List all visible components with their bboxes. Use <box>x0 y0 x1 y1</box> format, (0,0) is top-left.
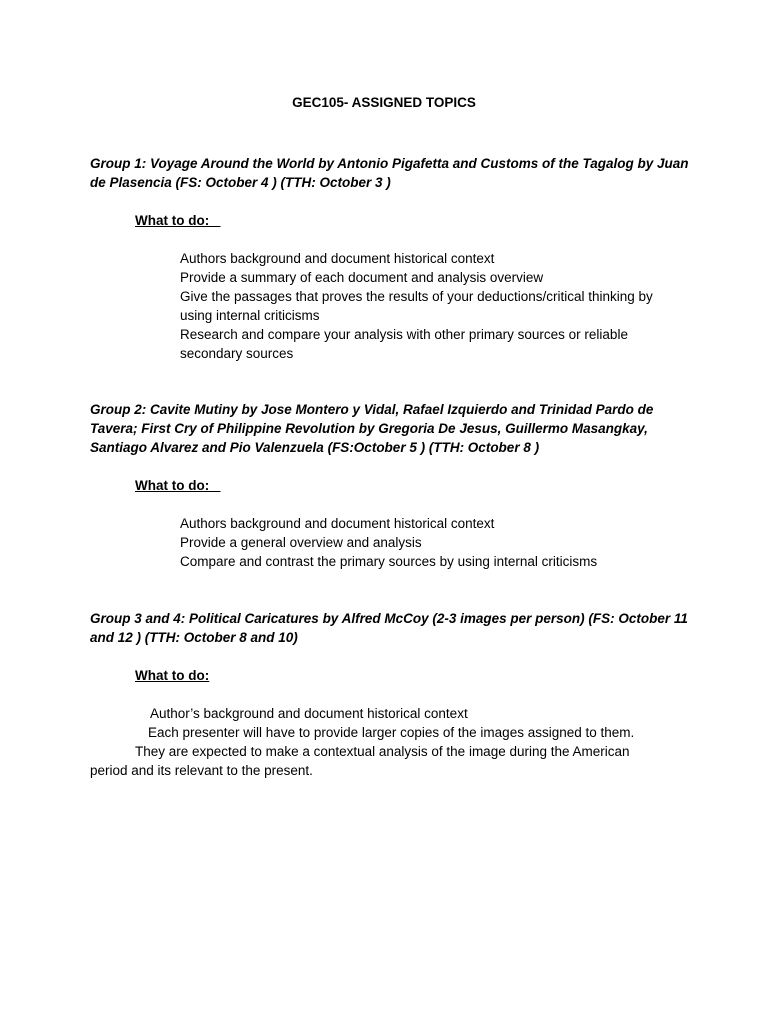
list-item: Authors background and document historical context <box>180 251 495 266</box>
list-item: Provide a general overview and analysis <box>180 535 422 550</box>
group-1-task-list <box>180 249 680 363</box>
list-item: Research and compare your analysis with other primary sources or reliable secondary sources <box>180 327 628 361</box>
group-3-4-line: period and its relevant to the present. <box>90 763 313 778</box>
group-3-4-line: They are expected to make a contextual analysis of the image during the American <box>135 744 630 759</box>
list-item: Give the passages that proves the results of your deductions/critical thinking by using internal criticisms <box>180 289 653 323</box>
group-2-what-to-do: What to do: <box>135 478 221 493</box>
list-item: Compare and contrast the primary sources by using internal criticisms <box>180 554 598 569</box>
group-3-4-line: Each presenter will have to provide larger copies of the images assigned to them. <box>148 725 635 740</box>
group-2-heading: Group 2: Cavite Mutiny by Jose Montero y Vidal, Rafael Izquierdo and Trinidad Pardo de Tavera; First Cry of Philippine Revolution by Gregoria De Jesus, Guillermo Masangkay, Santiago Alvarez and Pio Valenzuela (FS:October 5 ) (TTH: October 8 ) <box>90 402 654 455</box>
group-3-4-line: Author’s background and document historical context <box>150 706 468 721</box>
document-title: GEC105- ASSIGNED TOPICS <box>292 95 476 110</box>
list-item: Provide a summary of each document and analysis overview <box>180 270 544 285</box>
list-item: Authors background and document historical context <box>180 516 495 531</box>
group-3-4-heading: Group 3 and 4: Political Caricatures by Alfred McCoy (2-3 images per person) (FS: October 11 and 12 ) (TTH: October 8 and 10) <box>90 611 688 645</box>
group-3-4-what-to-do: What to do: <box>135 668 210 683</box>
group-1-what-to-do: What to do: <box>135 213 221 228</box>
group-2-task-list <box>180 514 680 571</box>
group-1-heading: Group 1: Voyage Around the World by Antonio Pigafetta and Customs of the Tagalog by Juan de Plasencia (FS: October 4 ) (TTH: October 3 ) <box>90 156 689 190</box>
